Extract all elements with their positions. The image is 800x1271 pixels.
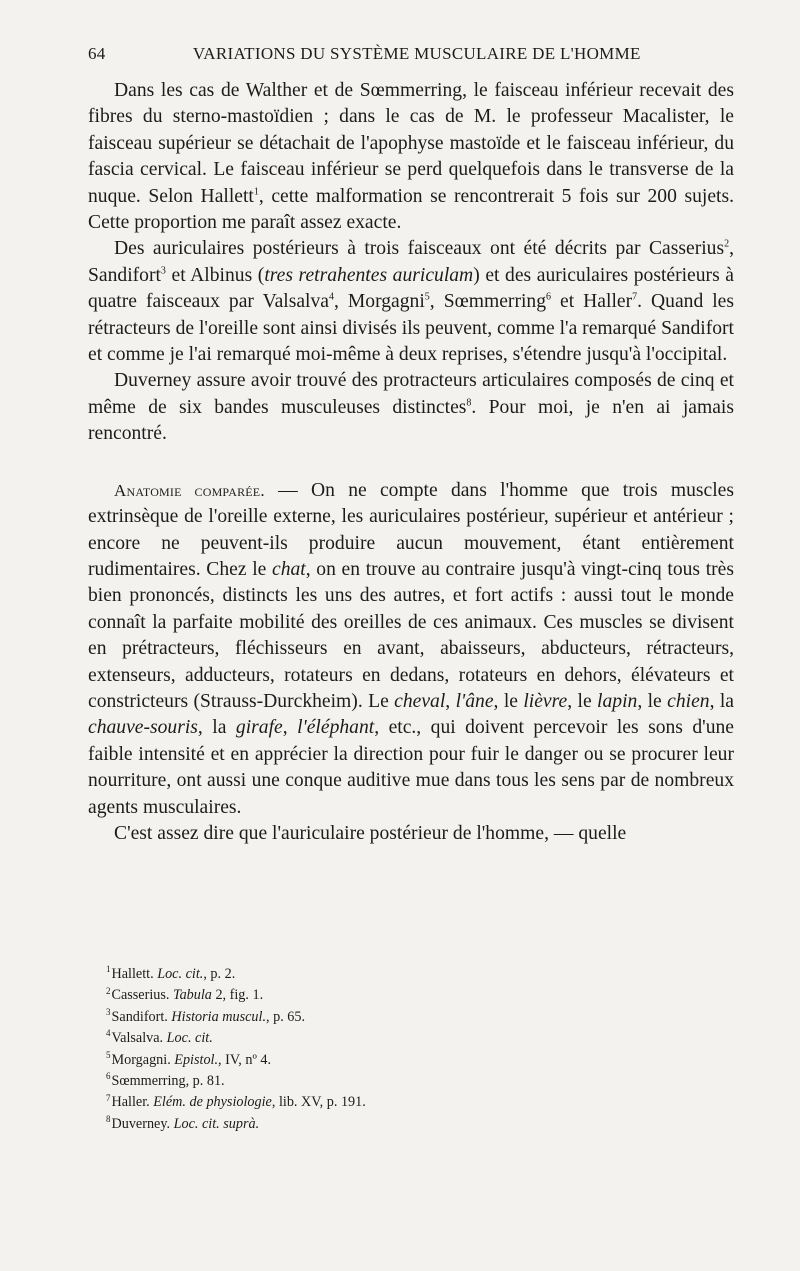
- text-run: , etc., qui doivent percevoir les sons d'une faible intensité et en apprécier la direction pour fuir le danger ou se procurer leur nourriture, ont aussi une conque auditive mue dans tous les sens par de nombreux agents musculaires.: [88, 717, 735, 818]
- footnote-text: 2, fig. 1.: [211, 987, 264, 1004]
- footnote: [106, 1114, 366, 1135]
- footnote-text: , p. 2.: [203, 966, 236, 982]
- footnote-italic: Loc. cit.: [166, 1030, 213, 1047]
- footnote-text: , lib. XV, p. 191.: [271, 1094, 366, 1111]
- section-heading: Anatomie comparée.: [114, 480, 265, 500]
- footnote-text: Morgagni.: [111, 1051, 175, 1068]
- paragraph-3: [88, 368, 734, 447]
- footnote-ref: 2: [724, 238, 730, 250]
- text-run: , on en trouve au contraire jusqu'à vingt-cinq tous très bien prononcés, distincts les uns des autres, et fort actifs : aussi tout le monde connaît la parfaite mobilité des oreilles de ces animaux. Ces muscles se divisent en prétracteurs, fléchisseurs en avant, abaisseurs, abducteurs, rétracteurs, extenseurs, adducteurs, rotateurs en dedans, rotateurs en dehors, élévateurs et constricteurs (Strauss-Durckheim). Le: [88, 558, 734, 712]
- footnote-italic: Tabula: [172, 987, 212, 1004]
- footnote-ref: 7: [632, 291, 638, 303]
- footnote: [106, 1050, 366, 1071]
- text-run: , Morgagni: [333, 291, 425, 313]
- paragraph-5: [88, 821, 734, 847]
- footnotes: [106, 964, 366, 1135]
- text-run: — On ne compte dans l'homme que trois muscles extrinsèque de l'oreille externe, les auriculaires postérieur, supérieur et antérieur ; encore ne peuvent-ils produire aucun mouvement, étant entièrement rudimentaires. Chez le: [88, 479, 735, 580]
- text-run: , Sandifort: [88, 238, 734, 286]
- text-run: et Albinus (: [165, 264, 265, 286]
- footnote: [106, 985, 366, 1006]
- footnote-ref: 3: [160, 265, 166, 277]
- animal-name: lapin: [597, 690, 638, 712]
- footnote-ref: 4: [328, 291, 334, 303]
- body-text: [88, 78, 734, 847]
- animal-name: girafe: [235, 717, 283, 739]
- text-run: ,: [282, 717, 298, 739]
- footnote-text: , p. 65.: [266, 1008, 306, 1025]
- running-title: VARIATIONS DU SYSTÈME MUSCULAIRE DE L'HOMME: [192, 44, 641, 63]
- paragraph-4: [88, 478, 734, 821]
- text-run: ,: [445, 690, 456, 712]
- text-run: C'est assez dire que l'auriculaire postérieur de l'homme, — quelle: [114, 822, 627, 844]
- footnote-number: 6: [106, 1071, 111, 1082]
- footnote: [106, 964, 366, 985]
- animal-name: l'éléphant: [297, 717, 375, 739]
- text-run: , la: [197, 717, 236, 739]
- footnote-text: Casserius.: [111, 987, 173, 1004]
- footnote-number: 8: [106, 1114, 111, 1125]
- text-run: ) et des auriculaires postérieurs à quatre faisceaux par Valsalva: [88, 264, 734, 313]
- text-run: , cette malformation se rencontrerait 5 fois sur 200 sujets. Cette proportion me paraît assez exacte.: [88, 185, 734, 234]
- animal-name: chien: [667, 690, 710, 712]
- text-run: , le: [637, 690, 668, 712]
- animal-name: lièvre: [523, 690, 568, 712]
- animal-name: cheval: [394, 690, 446, 712]
- text-run: , le: [493, 690, 524, 712]
- text-run: , la: [709, 690, 735, 712]
- text-run: Dans les cas de Walther et de Sœmmerring, le faisceau inférieur recevait des fibres du sterno-mastoïdien ; dans le cas de M. le professeur Macalister, le faisceau supérieur se détachait de l'apophyse mastoïde et le faisceau inférieur, du fascia cervical. Le faisceau inférieur se perd quelquefois dans le transverse de la nuque. Selon Hallett: [88, 80, 734, 207]
- footnote-text: Sandifort.: [111, 1008, 172, 1025]
- footnote-ref: 6: [546, 291, 552, 303]
- footnote: [106, 1092, 366, 1113]
- footnote-ref: 8: [466, 397, 472, 409]
- footnote-text: Hallett.: [111, 966, 158, 982]
- text-run: , le: [567, 690, 598, 712]
- text-run: Duverney assure avoir trouvé des protracteurs articulaires composés de cinq et même de six bandes musculeuses distinctes: [88, 370, 734, 418]
- footnote-text: Valsalva.: [111, 1030, 167, 1047]
- footnote-italic: Epistol.: [174, 1051, 219, 1068]
- footnote-italic: Loc. cit.: [157, 966, 204, 982]
- animal-name: l'âne: [455, 690, 494, 712]
- footnote-text: Haller.: [111, 1094, 154, 1111]
- footnote-text: Sœmmerring, p. 81.: [111, 1073, 225, 1090]
- page-number: 64: [88, 44, 106, 63]
- footnote-number: 4: [106, 1028, 111, 1039]
- text-run: et Haller: [551, 291, 633, 313]
- footnote-number: 1: [106, 964, 111, 975]
- animal-name: chat: [272, 558, 306, 580]
- footnote-number: 3: [106, 1007, 111, 1018]
- footnote-ref: 1: [253, 186, 259, 198]
- text-run: . Quand les rétracteurs de l'oreille sont ainsi divisés ils peuvent, comme l'a remarqué Sandifort et comme je l'ai remarqué moi-même à deux reprises, s'étendre jusqu'à l'occipital.: [88, 291, 735, 366]
- paragraph-1: [88, 78, 734, 236]
- footnote-number: 2: [106, 985, 111, 996]
- running-header: [88, 44, 738, 64]
- text-run: . Pour moi, je n'en ai jamais rencontré.: [88, 396, 734, 445]
- footnote: [106, 1007, 366, 1028]
- animal-name: chauve-souris: [88, 717, 198, 739]
- footnote-italic: Historia muscul.: [171, 1008, 266, 1025]
- footnote-number: 5: [106, 1049, 111, 1060]
- text-run: Des auriculaires postérieurs à trois faisceaux ont été décrits par Casserius: [114, 238, 725, 260]
- footnote-italic: Elém. de physiologie: [153, 1094, 272, 1111]
- footnote-ref: 5: [424, 291, 430, 303]
- paragraph-2: [88, 236, 734, 368]
- footnote-number: 7: [106, 1092, 111, 1103]
- footnote-text: , IV, nº 4.: [218, 1051, 272, 1068]
- latin-term: tres retrahentes auriculam: [264, 264, 474, 286]
- footnote-text: Duverney.: [111, 1115, 174, 1132]
- footnote: [106, 1028, 366, 1049]
- text-run: , Sœmmerring: [429, 291, 547, 313]
- footnote-italic: Loc. cit. suprà.: [173, 1115, 260, 1132]
- footnote: [106, 1071, 366, 1092]
